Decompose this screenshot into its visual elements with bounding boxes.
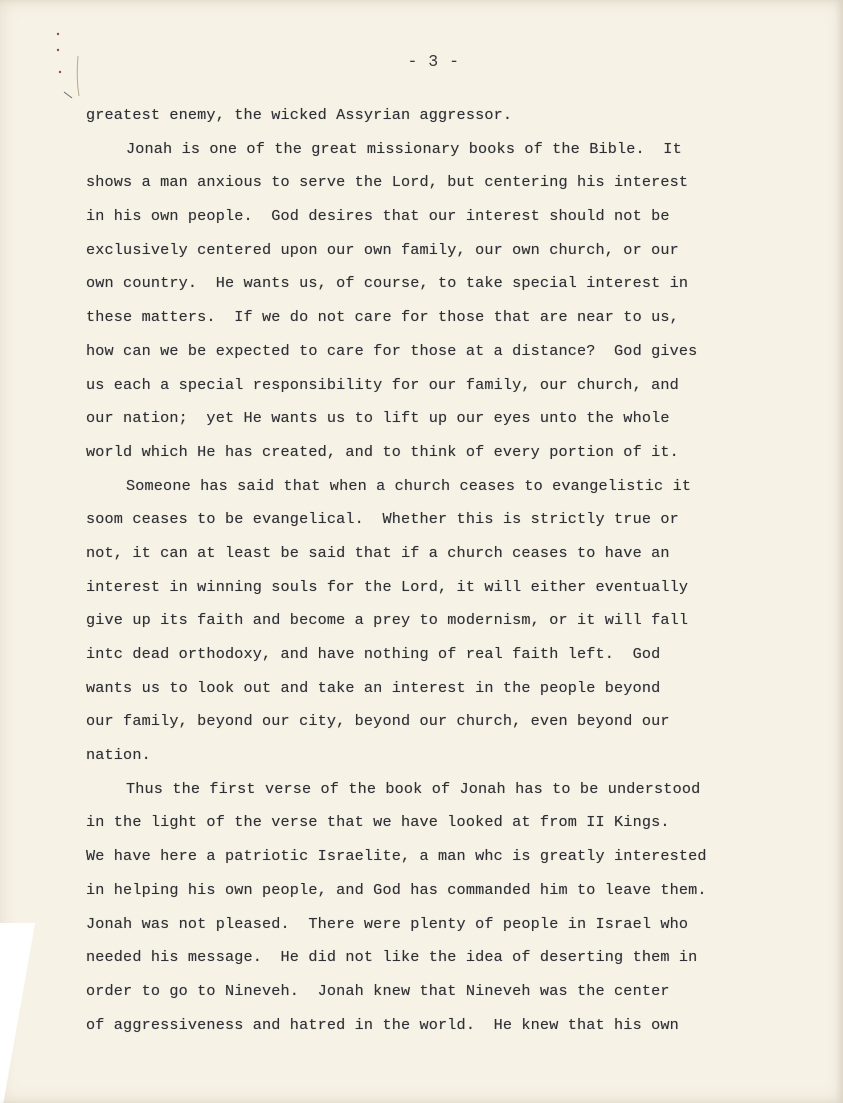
text-line: wants us to look out and take an interest in the people beyond	[86, 678, 661, 697]
text-line: us each a special responsibility for our family, our church, and	[86, 375, 679, 394]
text-line: in helping his own people, and God has commanded him to leave them.	[86, 880, 707, 899]
text-line: our family, beyond our city, beyond our church, even beyond our	[86, 712, 670, 731]
text-line: give up its faith and become a prey to modernism, or it will fall	[86, 611, 689, 630]
text-line: intc dead orthodoxy, and have nothing of real faith left. God	[86, 645, 661, 663]
staple-mark	[59, 71, 61, 73]
text-line: in his own people. God desires that our interest should not be	[86, 207, 670, 226]
text-line: Jonah is one of the great missionary books of the Bible. It	[126, 139, 682, 158]
text-line: Someone has said that when a church ceases to evangelistic it	[126, 476, 692, 495]
text-line: greatest enemy, the wicked Assyrian aggressor.	[86, 106, 513, 124]
staple-mark	[57, 49, 59, 51]
text-line: exclusively centered upon our own family, our own church, or our	[86, 240, 679, 259]
text-line: Jonah was not pleased. There were plenty of people in Israel who	[86, 914, 689, 933]
text-line: nation.	[86, 746, 151, 765]
text-line: these matters. If we do not care for those that are near to us,	[86, 308, 679, 327]
text-line: how can we be expected to care for those at a distance? God gives	[86, 341, 698, 360]
torn-corner	[0, 923, 70, 1103]
text-line: Thus the first verse of the book of Jonah has to be understood	[126, 779, 701, 798]
text-line: own country. He wants us, of course, to take special interest in	[86, 274, 689, 293]
text-line: shows a man anxious to serve the Lord, but centering his interest	[86, 173, 689, 192]
body-text	[86, 99, 786, 1042]
text-line: of aggressiveness and hatred in the world. He knew that his own	[86, 1015, 679, 1034]
page-number: - 3 -	[407, 52, 460, 71]
text-line: not, it can at least be said that if a church ceases to have an	[86, 543, 670, 562]
staple-mark	[64, 92, 72, 98]
staple-mark	[57, 33, 59, 35]
text-line: needed his message. He did not like the idea of deserting them in	[86, 948, 698, 967]
text-line: world which He has created, and to think of every portion of it.	[86, 442, 679, 461]
text-line: We have here a patriotic Israelite, a man whc is greatly interested	[86, 847, 707, 866]
text-line: in the light of the verse that we have looked at from II Kings.	[86, 813, 670, 832]
text-line: order to go to Nineveh. Jonah knew that Nineveh was the center	[86, 981, 670, 1000]
text-line: our nation; yet He wants us to lift up our eyes unto the whole	[86, 409, 670, 428]
text-line: soom ceases to be evangelical. Whether this is strictly true or	[86, 510, 679, 529]
text-line: interest in winning souls for the Lord, it will either eventually	[86, 577, 689, 596]
